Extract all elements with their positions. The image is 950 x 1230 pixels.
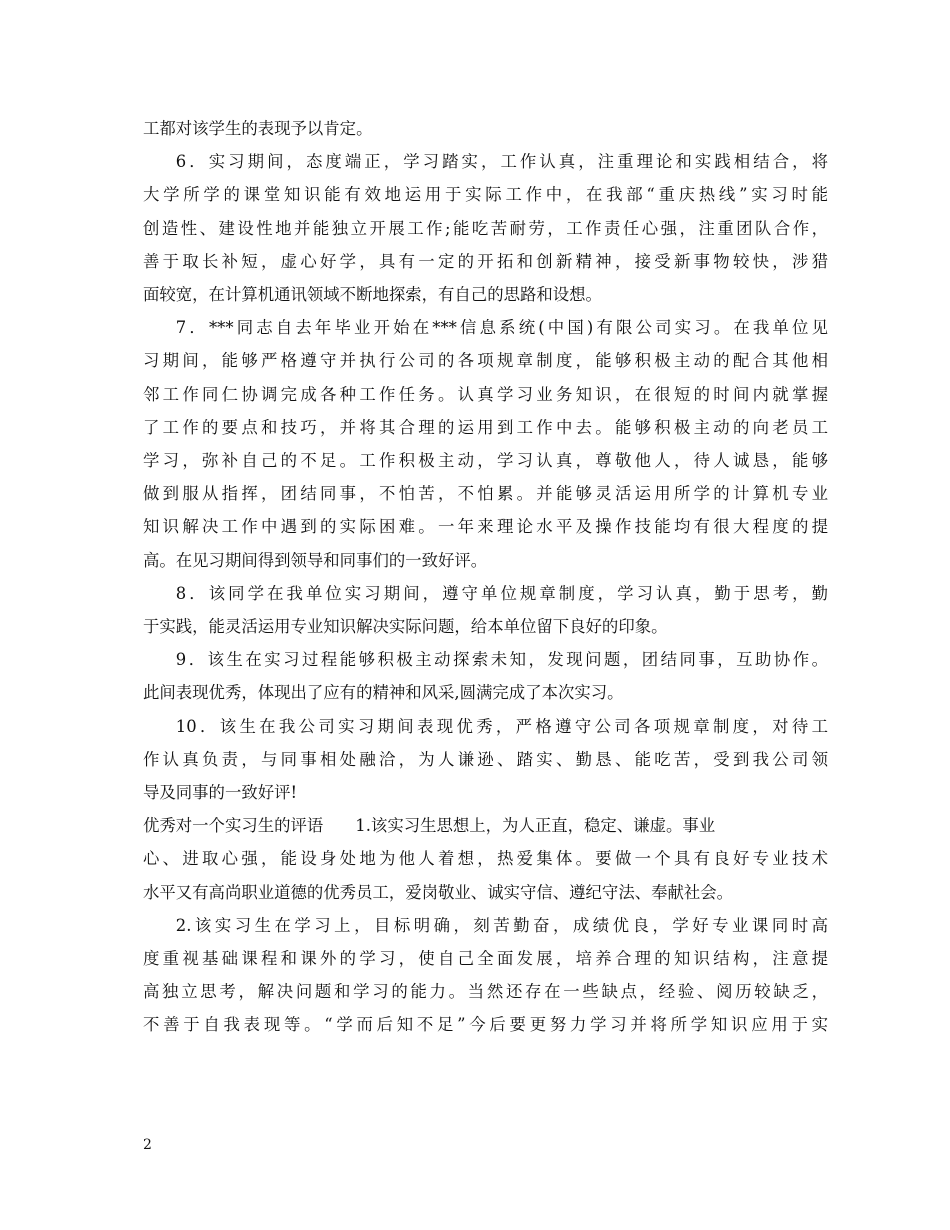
item-6-line: 善于取长补短，虚心好学，具有一定的开拓和创新精神，接受新事物较快，涉猎 [143, 251, 828, 271]
item-9-line: 9．该生在实习过程能够积极主动探索未知，发现问题，团结同事，互助协作。 [175, 650, 828, 670]
item-7-line: 学习，弥补自己的不足。工作积极主动，学习认真，尊敬他人，待人诚恳，能够 [143, 451, 828, 471]
section-item-1-start: 1.该实习生思想上，为人正直，稳定、谦虚。事业 [355, 816, 716, 836]
section-item-2-line: 高独立思考，解决问题和学习的能力。当然还存在一些缺点，经验、阅历较缺乏， [143, 982, 828, 1002]
item-7-line: 7．***同志自去年毕业开始在***信息系统(中国)有限公司实习。在我单位见 [175, 318, 828, 338]
item-7-line: 做到服从指挥，团结同事，不怕苦，不怕累。并能够灵活运用所学的计算机专业 [143, 484, 828, 504]
item-7-line: 习期间，能够严格遵守并执行公司的各项规章制度，能够积极主动的配合其他相 [143, 351, 828, 371]
item-7-line: 邻工作同仁协调完成各种工作任务。认真学习业务知识，在很短的时间内就掌握 [143, 384, 828, 404]
section-item-2-line: 不善于自我表现等。“学而后知不足”今后要更努力学习并将所学知识应用于实 [143, 1015, 828, 1035]
item-10-line: 10．该生在我公司实习期间表现优秀，严格遵守公司各项规章制度，对待工 [175, 716, 828, 736]
item-8-line: 于实践，能灵活运用专业知识解决实际问题，给本单位留下良好的印象。 [143, 617, 668, 637]
item-8-line: 8．该同学在我单位实习期间，遵守单位规章制度，学习认真，勤于思考，勤 [175, 583, 828, 603]
item-10-line: 作认真负责，与同事相处融洽，为人谦逊、踏实、勤恳、能吃苦，受到我公司领 [143, 749, 828, 769]
item-7-line: 了工作的要点和技巧，并将其合理的运用到工作中去。能够积极主动的向老员工 [143, 417, 828, 437]
section-heading-line [143, 809, 828, 842]
item-6-line: 面较宽，在计算机通讯领域不断地探索，有自己的思路和设想。 [143, 285, 602, 305]
item-6-line: 6．实习期间，态度端正，学习踏实，工作认真，注重理论和实践相结合，将 [175, 152, 828, 172]
item-9-line: 此间表现优秀，体现出了应有的精神和风采,圆满完成了本次实习。 [143, 683, 624, 703]
section-item-1-line: 水平又有高尚职业道德的优秀员工，爱岗敬业、诚实守信、遵纪守法、奉献社会。 [143, 882, 734, 902]
document-body [143, 112, 828, 1042]
item-6-line: 大学所学的课堂知识能有效地运用于实际工作中，在我部“重庆热线”实习时能 [143, 185, 828, 205]
item-10-line: 导及同事的一致好评! [143, 783, 298, 803]
section-heading: 优秀对一个实习生的评语 [143, 816, 324, 836]
page-number: 2 [143, 1137, 152, 1153]
item-7-line: 高。在见习期间得到领导和同事们的一致好评。 [143, 550, 488, 570]
item-7-line: 知识解决工作中遇到的实际困难。一年来理论水平及操作技能均有很大程度的提 [143, 517, 828, 537]
section-item-2-line: 度重视基础课程和课外的学习，使自己全面发展，培养合理的知识结构，注意提 [143, 949, 828, 969]
section-item-2-line: 2.该实习生在学习上，目标明确，刻苦勤奋，成绩优良，学好专业课同时高 [175, 915, 828, 935]
item-6-line: 创造性、建设性地并能独立开展工作;能吃苦耐劳，工作责任心强，注重团队合作， [143, 218, 828, 238]
section-item-1-line: 心、进取心强，能设身处地为他人着想，热爱集体。要做一个具有良好专业技术 [143, 849, 828, 869]
text-line: 工都对该学生的表现予以肯定。 [143, 119, 373, 138]
